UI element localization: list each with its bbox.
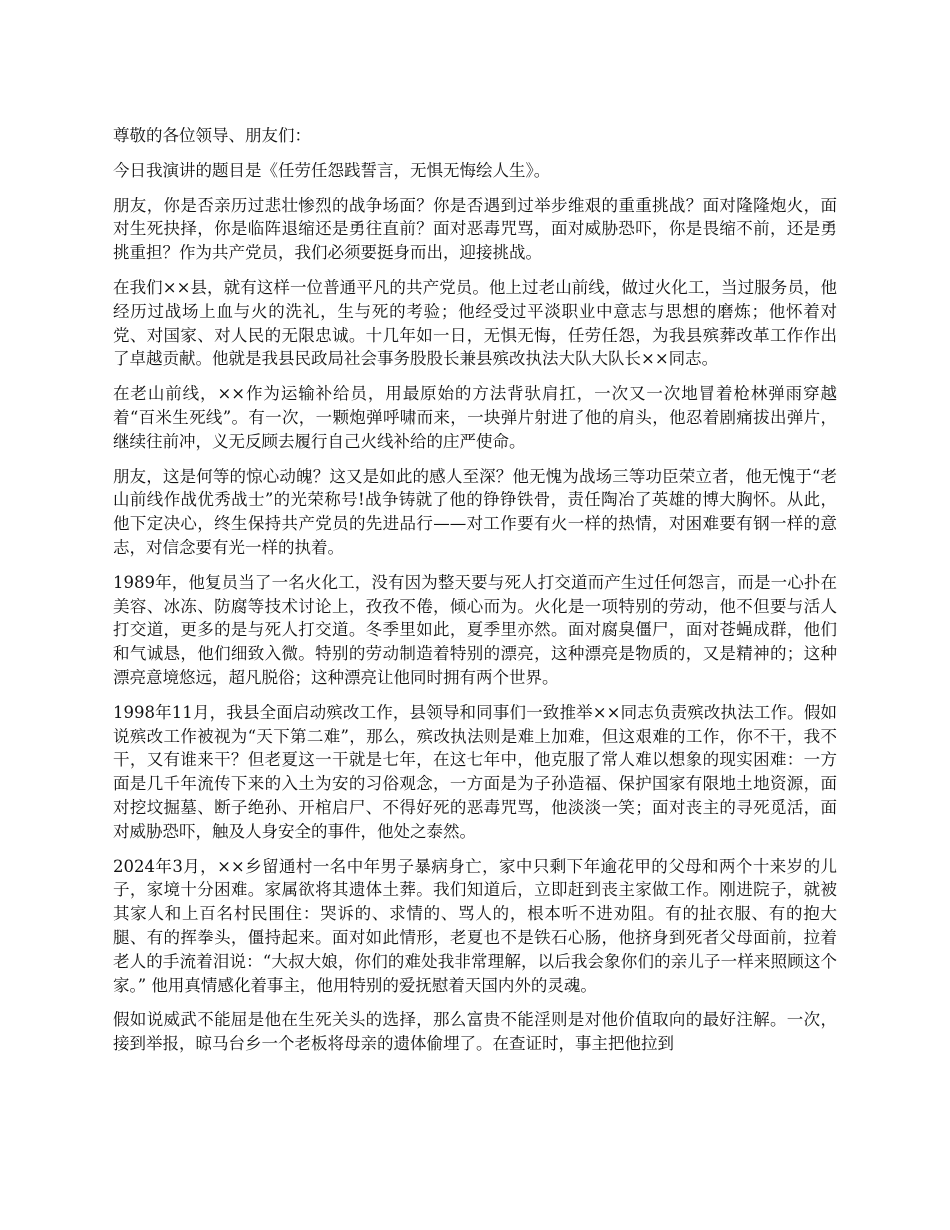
paragraph-integrity: 假如说威武不能屈是他在生死关头的选择，那么富贵不能淫则是对他价值取向的最好注解。一次，接到举报，晾马台乡一个老板将母亲的遗体偷埋了。在查证时，事主把他拉到 — [113, 1010, 837, 1054]
paragraph-reflection: 朋友，这是何等的惊心动魄？这又是如此的感人至深？他无愧为战场三等功臣荣立者，他无愧于“老山前线作战优秀战士”的光荣称号!战争铸就了他的铮铮铁骨，责任陶冶了英雄的博大胸怀。从此，他下定决心，终生保持共产党员的先进品行——对工作要有火一样的热情，对困难要有钢一样的意志，对信念要有光一样的执着。 — [113, 466, 837, 557]
paragraph-2024: 2024年3月，××乡留通村一名中年男子暴病身亡，家中只剩下年逾花甲的父母和两个十来岁的儿子，家境十分困难。家属欲将其遗体土葬。我们知道后，立即赶到丧主家做工作。刚进院子，就被其家人和上百名村民围住：哭诉的、求情的、骂人的，根本听不进劝阻。有的扯衣服、有的抱大腿、有的挥拳头，僵持起来。面对如此情形，老夏也不是铁石心肠，他挤身到死者父母面前，拉着老人的手流着泪说：“大叔大娘，你们的难处我非常理解，以后我会象你们的亲儿子一样来照顾这个家。” 他用真情感化着事主，他用特别的爱抚慰着天国内外的灵魂。 — [113, 856, 837, 995]
paragraph-1989: 1989年，他复员当了一名火化工，没有因为整天要与死人打交道而产生过任何怨言，而是一心扑在美容、冰冻、防腐等技术讨论上，孜孜不倦，倾心而为。火化是一项特别的劳动，他不但要与活人打交道，更多的是与死人打交道。冬季里如此，夏季里亦然。面对腐臭僵尸，面对苍蝇成群，他们和气诚恳，他们细致入微。特别的劳动制造着特别的漂亮，这种漂亮是物质的，又是精神的；这种漂亮意境悠远，超凡脱俗；这种漂亮让他同时拥有两个世界。 — [113, 572, 837, 687]
paragraph-1998: 1998年11月，我县全面启动殡改工作，县领导和同事们一致推举××同志负责殡改执法工作。假如说殡改工作被视为“天下第二难”，那么，殡改执法则是难上加难，但这艰难的工作，你不干，我不干，又有谁来干？但老夏这一干就是七年，在这七年中，他克服了常人难以想象的现实困难：一方面是几千年流传下来的入土为安的习俗观念，一方面是为子孙造福、保护国家有限地土地资源，面对挖坟掘墓、断子绝孙、开棺启尸、不得好死的恶毒咒骂，他淡淡一笑；面对丧主的寻死觅活，面对威胁恐吓，触及人身安全的事件，他处之泰然。 — [113, 702, 837, 841]
speech-title-line: 今日我演讲的题目是《任劳任怨践誓言，无惧无悔绘人生》。 — [113, 160, 551, 180]
speech-document — [113, 124, 837, 1067]
paragraph-introduction: 在我们××县，就有这样一位普通平凡的共产党员。他上过老山前线，做过火化工，当过服务员，他经历过战场上血与火的洗礼，生与死的考验；他经受过平淡职业中意志与思想的磨炼；他怀着对党、对国家、对人民的无限忠诚。十几年如一日，无惧无悔，任劳任怨，为我县殡葬改革工作作出了卓越贡献。他就是我县民政局社会事务股股长兼县殡改执法大队大队长××同志。 — [113, 277, 837, 369]
paragraph-front-line: 在老山前线，××作为运输补给员，用最原始的方法背驮肩扛，一次又一次地冒着枪林弹雨穿越着“百米生死线”。有一次，一颗炮弹呼啸而来，一块弹片射进了他的肩头，他忍着剧痛拔出弹片，继续往前冲，义无反顾去履行自己火线补给的庄严使命。 — [113, 384, 837, 451]
salutation: 尊敬的各位领导、朋友们： — [113, 126, 311, 145]
paragraph-intro-questions: 朋友，你是否亲历过悲壮惨烈的战争场面？你是否遇到过举步维艰的重重挑战？面对隆隆炮火，面对生死抉择，你是临阵退缩还是勇往直前？面对恶毒咒骂，面对威胁恐吓，你是畏缩不前，还是勇挑重担？作为共产党员，我们必须要挺身而出，迎接挑战。 — [113, 195, 837, 263]
